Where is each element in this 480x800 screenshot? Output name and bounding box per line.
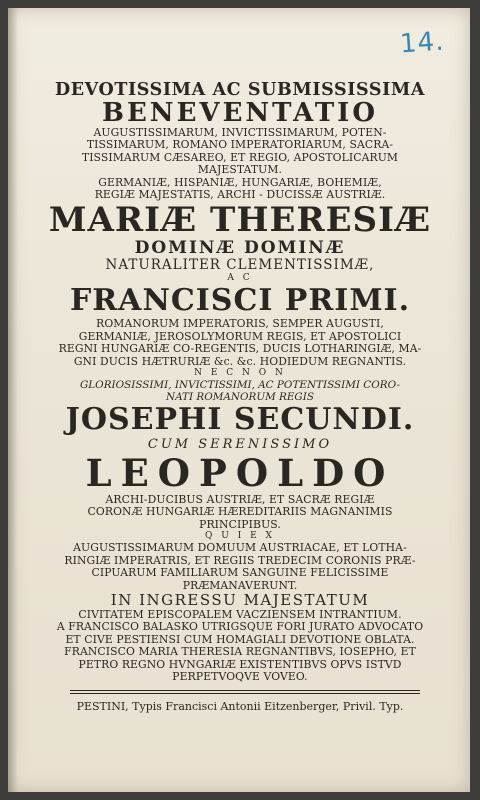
imprint-rule-top	[70, 690, 420, 691]
title-line: ARCHI-DUCIBUS AUSTRIÆ, ET SACRÆ REGIÆ	[105, 493, 375, 507]
title-line: RINGIÆ IMPERATRIS, ET REGIIS TREDECIM CORONIS PRÆ-	[64, 553, 416, 567]
title-line: CORONÆ HUNGARIÆ HÆREDITARIIS MAGNANIMIS	[87, 505, 393, 519]
title-line: N E C N O N	[194, 368, 286, 379]
title-line: TISSIMARUM CÆSAREO, ET REGIO, APOSTOLICARUM	[81, 150, 399, 164]
title-line: ROMANORUM IMPERATORIS, SEMPER AUGUSTI,	[96, 317, 384, 331]
title-line: FRANCISCI PRIMI.	[69, 283, 411, 319]
title-line: FRANCISCO MARIA THERESIA REGNANTIBVS, IOSEPHO, ET	[64, 645, 416, 659]
title-line: IN INGRESSU MAJESTATUM	[110, 590, 370, 609]
title-line: PRINCIPIBUS.	[199, 517, 281, 531]
title-line: A FRANCISCO BALASKO UTRIGSQUE FORI JURATO ADVOCATO	[56, 620, 424, 634]
title-line: MARIÆ THERESIÆ	[48, 200, 432, 241]
title-line: PERPETVOQVE VOVEO.	[172, 669, 308, 683]
title-line: Q U I E X	[205, 531, 275, 542]
title-line: LEOPOLDO	[85, 451, 395, 496]
title-line: JOSEPHI SECUNDI.	[65, 402, 415, 438]
imprint-rule-bottom	[70, 693, 420, 694]
title-line: ET CIVE PESTIENSI CUM HOMAGIALI DEVOTIONE OBLATA.	[65, 632, 415, 646]
title-line: GLORIOSISSIMI, INVICTISSIMI, AC POTENTISSIMI CORO-	[79, 379, 400, 392]
document-page	[8, 8, 470, 792]
title-line: DEVOTISSIMA AC SUBMISSISSIMA	[54, 80, 426, 100]
title-line: NATURALITER CLEMENTISSIMÆ,	[105, 257, 375, 274]
title-line: GERMANIÆ, JEROSOLYMORUM REGIS, ET APOSTOLICI	[78, 329, 402, 343]
title-line: MAJESTATUM.	[197, 163, 283, 177]
title-line: BENEVENTATIO	[102, 98, 378, 128]
title-block	[48, 80, 432, 683]
title-line: DOMINÆ DOMINÆ	[134, 238, 346, 259]
title-line: NATI ROMANORUM REGIS	[166, 391, 314, 404]
title-line: CIPUARUM FAMILIARUM SANGUINE FELICISSIME	[91, 566, 389, 580]
title-line: CIVITATEM EPISCOPALEM VACZIENSEM INTRANTIUM.	[78, 607, 402, 621]
title-line: REGNI HUNGARIÆ CO-REGENTIS, DUCIS LOTHARINGIÆ, MA-	[58, 342, 422, 356]
title-line: GNI DUCIS HÆTRURIÆ &c. &c. HODIEDUM REGNANTIS.	[73, 354, 407, 368]
title-line: PRÆMANAVERUNT.	[182, 578, 298, 592]
title-line: PETRO REGNO HVNGARIÆ EXISTENTIBVS OPVS ISTVD	[78, 657, 402, 671]
title-line: GERMANIÆ, HISPANIÆ, HUNGARIÆ, BOHEMIÆ,	[98, 175, 382, 189]
title-line: A C	[227, 273, 253, 284]
title-line: AUGUSTISSIMARUM DOMUUM AUSTRIACAE, ET LOTHA-	[73, 541, 407, 555]
title-line: CUM SERENISSIMO	[147, 437, 333, 453]
printer-imprint: PESTINI, Typis Francisci Antonii Eitzenberger, Privil. Typ.	[76, 700, 404, 713]
handwritten-page-number: 14.	[399, 26, 446, 60]
page-spine-shadow	[8, 8, 18, 792]
title-line: AUGUSTISSIMARUM, INVICTISSIMARUM, POTEN-	[93, 126, 387, 139]
title-line: TISSIMARUM, ROMANO IMPERATORIARUM, SACRA-	[86, 138, 394, 152]
title-line: REGIÆ MAJESTATIS, ARCHI - DUCISSÆ AUSTRIÆ.	[94, 188, 386, 202]
